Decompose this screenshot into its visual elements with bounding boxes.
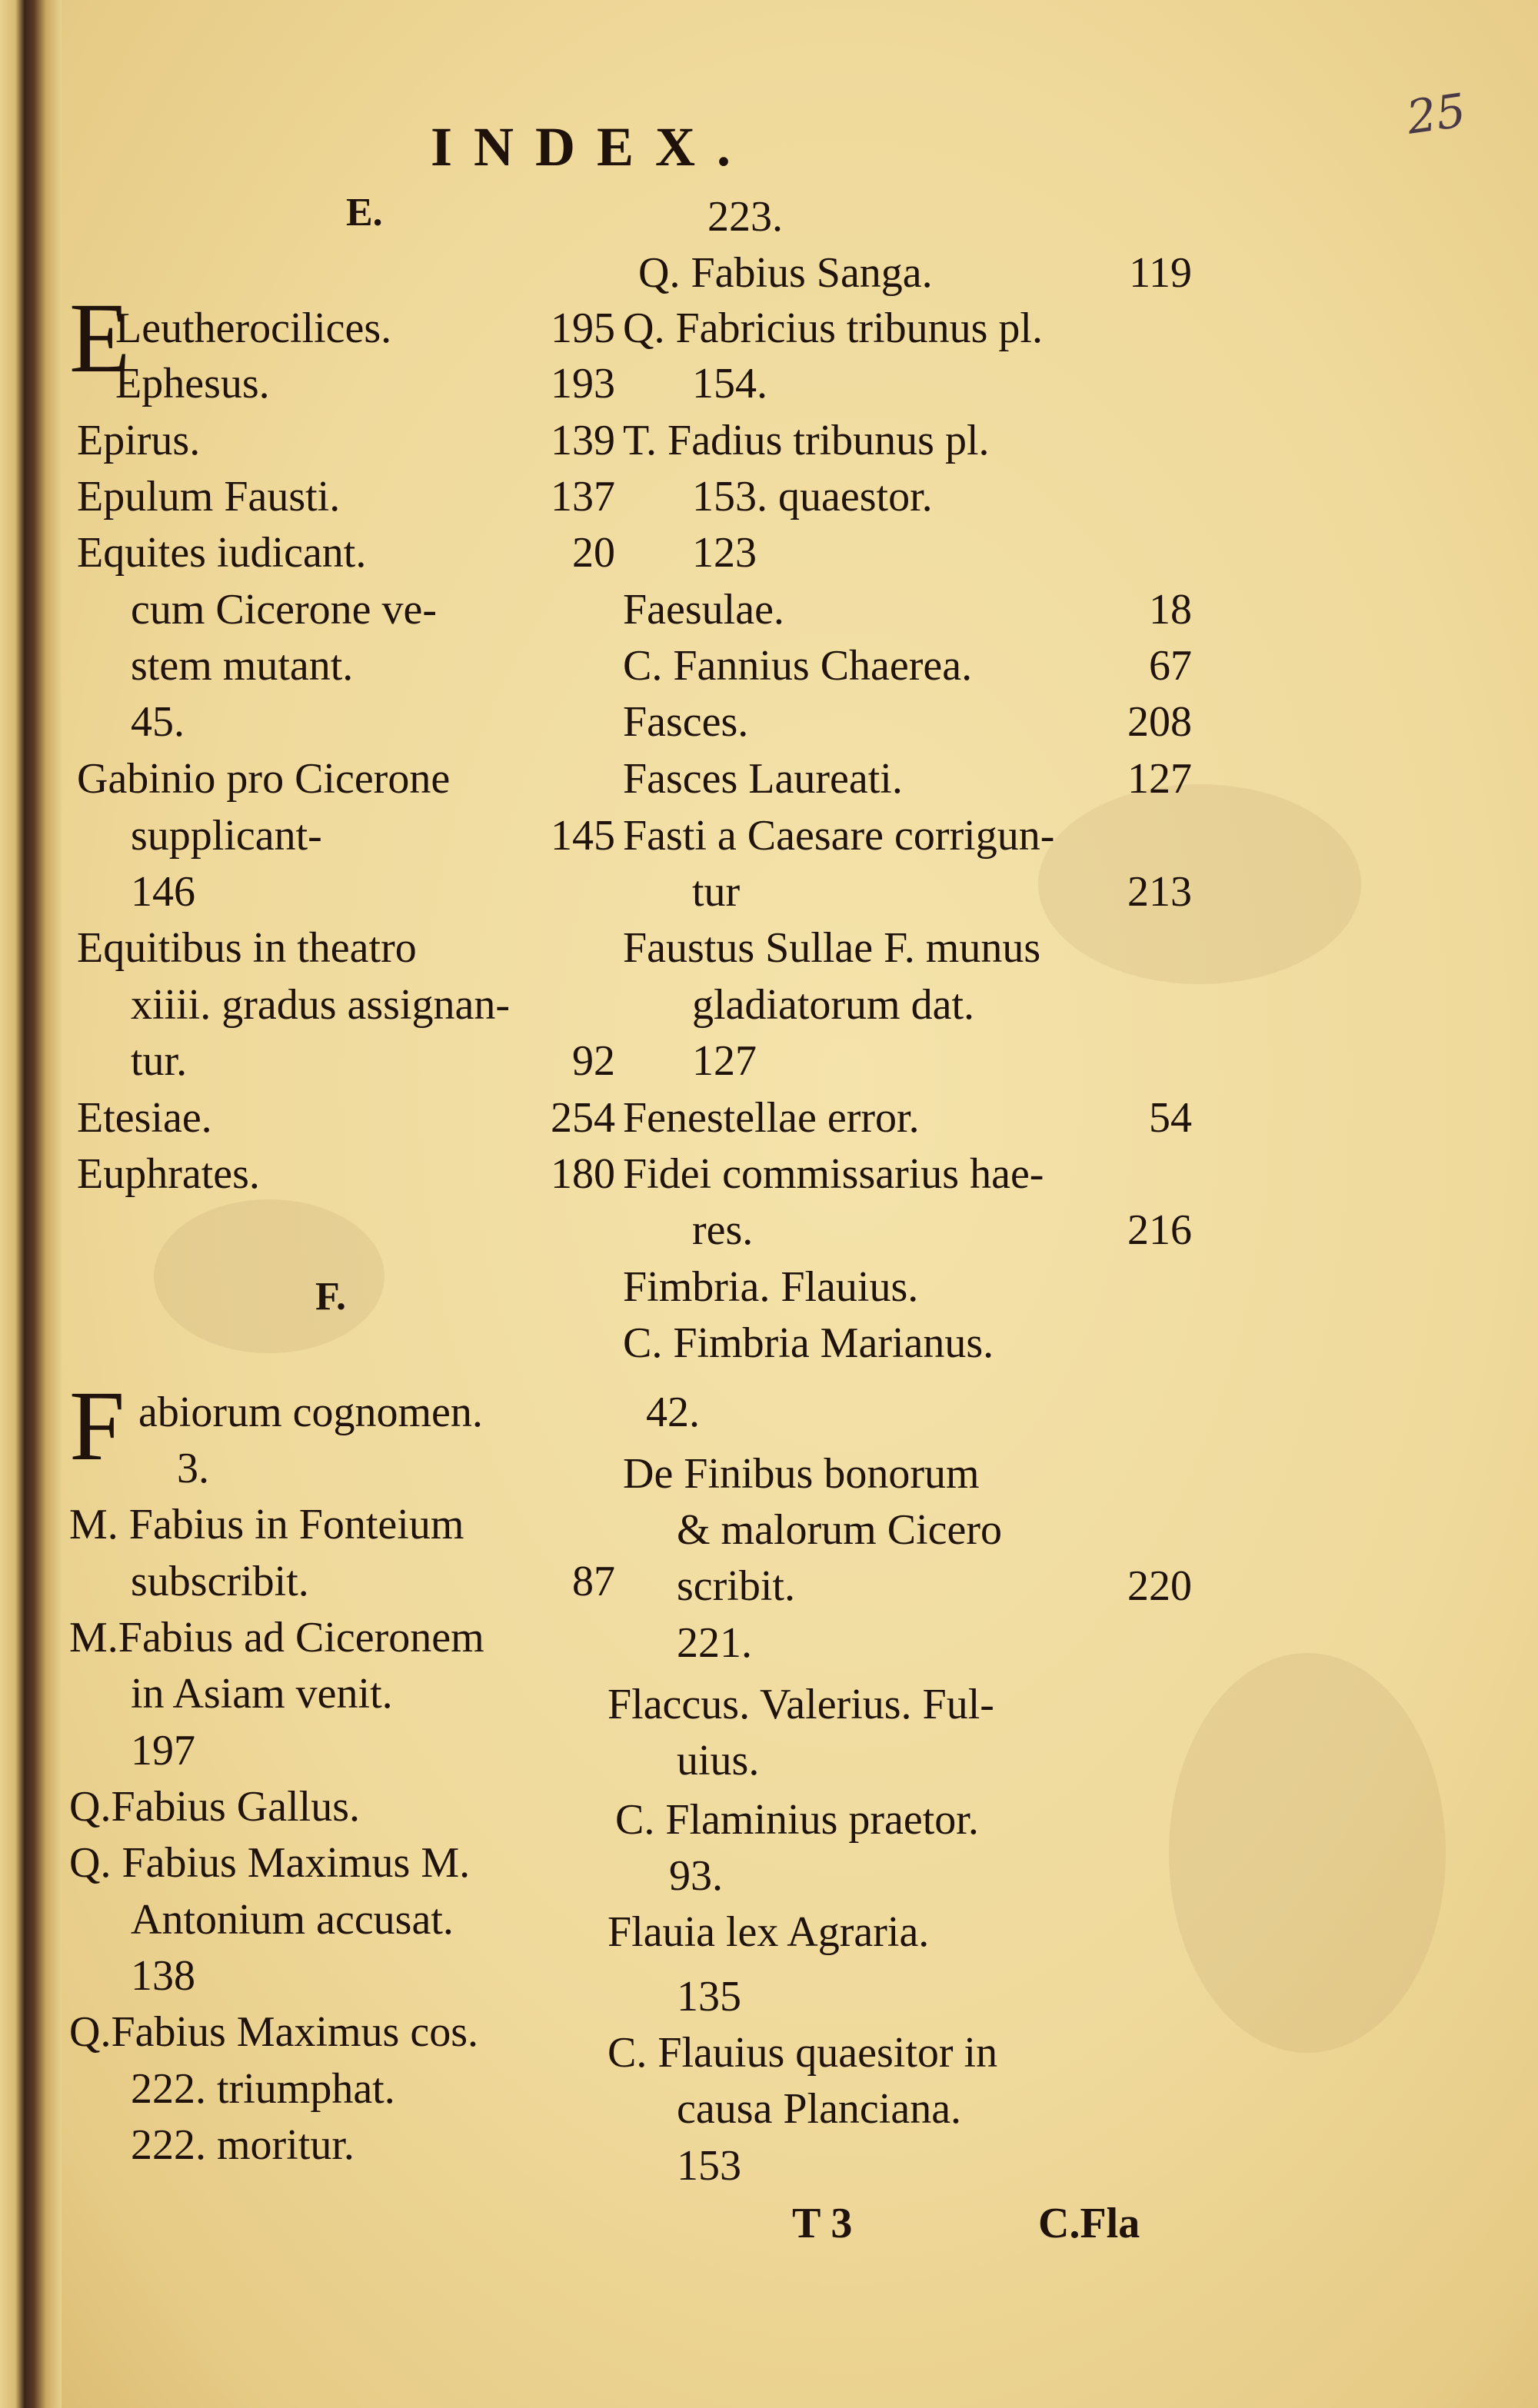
index-entry: De Finibus bonorum (623, 1450, 980, 1498)
drop-cap-f: F (69, 1371, 125, 1482)
index-entry: M.Fabius ad Ciceronem (69, 1614, 484, 1661)
index-entry: 153. quaestor. (692, 473, 933, 521)
index-entry: Leutherocilices. 195 (115, 304, 615, 352)
index-entry: Flauia lex Agraria. (608, 1908, 930, 1956)
paper-stain (154, 1199, 384, 1353)
index-entry: 123 (692, 529, 757, 577)
index-entry: 45. (131, 698, 185, 746)
index-entry: 127 (692, 1037, 757, 1085)
index-entry: Fimbria. Flauius. (623, 1263, 919, 1311)
index-entry: Fasces Laureati. 127 (623, 755, 1192, 803)
index-entry: T. Fadius tribunus pl. (623, 417, 990, 464)
index-entry: xiiii. gradus assignan- (131, 981, 511, 1029)
index-entry: 221. (677, 1619, 752, 1667)
index-entry: 153 (677, 2142, 741, 2190)
index-entry: Antonium accusat. (131, 1896, 454, 1944)
index-entry: Epirus. 139 (77, 417, 615, 464)
index-entry: C. Fimbria Marianus. (623, 1319, 994, 1367)
index-entry: Fenestellae error. 54 (623, 1094, 1192, 1142)
drop-cap-e: E (69, 283, 131, 394)
index-entry: Q.Fabius Maximus cos. (69, 2008, 478, 2056)
index-entry: Euphrates. 180 (77, 1150, 615, 1198)
index-entry: abiorum cognomen. (138, 1389, 483, 1436)
index-entry: Faustus Sullae F. munus (623, 924, 1041, 972)
index-entry: in Asiam venit. (131, 1670, 393, 1718)
index-entry: C. Flaminius praetor. (615, 1796, 979, 1844)
page-number: 25 (1403, 83, 1470, 145)
index-entry: Fidei commissarius hae- (623, 1150, 1044, 1198)
index-entry: C. Fannius Chaerea. 67 (623, 642, 1192, 690)
index-entry: 222. triumphat. (131, 2065, 395, 2113)
index-entry: Q. Fabius Maximus M. (69, 1839, 471, 1887)
index-entry: Epulum Fausti. 137 (77, 473, 615, 521)
paper-stain (1169, 1653, 1446, 2053)
index-entry: M. Fabius in Fonteium (69, 1501, 464, 1548)
index-entry: Gabinio pro Cicerone (77, 755, 451, 803)
index-entry: cum Cicerone ve- (131, 586, 438, 634)
index-entry: 222. moritur. (131, 2121, 355, 2169)
index-entry: 223. (707, 193, 783, 241)
index-entry: 146 (131, 868, 195, 916)
index-entry: Etesiae. 254 (77, 1094, 615, 1142)
index-entry: 138 (131, 1952, 195, 2000)
index-entry: C. Flauius quaesitor in (608, 2029, 998, 2077)
index-entry: Flaccus. Valerius. Ful- (608, 1681, 994, 1728)
index-entry: Fasti a Caesare corrigun- (623, 812, 1055, 860)
index-entry: supplicant- 145 (131, 812, 615, 860)
index-entry: subscribit. 87 (131, 1558, 615, 1605)
index-entry: Q.Fabius Gallus. (69, 1783, 360, 1831)
index-entry: Equitibus in theatro (77, 924, 417, 972)
signature-mark: T 3 (792, 2200, 853, 2247)
index-entry: 197 (131, 1727, 195, 1774)
index-entry: Faesulae. 18 (623, 586, 1192, 634)
index-entry: 154. (692, 360, 767, 407)
index-entry: tur 213 (692, 868, 1192, 916)
index-entry: Q. Fabius Sanga. 119 (638, 249, 1192, 297)
catchword: C.Fla (1038, 2200, 1140, 2247)
index-entry: 3. (177, 1445, 209, 1492)
index-entry: Q. Fabricius tribunus pl. (623, 304, 1043, 352)
index-entry: scribit. 220 (677, 1562, 1192, 1610)
index-entry: & malorum Cicero (677, 1506, 1003, 1554)
book-spine (0, 0, 62, 2408)
index-entry: res. 216 (692, 1206, 1192, 1254)
index-entry: Ephesus. 193 (115, 360, 615, 407)
index-entry: Fasces. 208 (623, 698, 1192, 746)
section-letter-f: F. (315, 1275, 346, 1319)
index-entry: 93. (669, 1852, 723, 1900)
index-entry: causa Planciana. (677, 2085, 962, 2133)
index-entry: gladiatorum dat. (692, 981, 975, 1029)
index-entry: tur. 92 (131, 1037, 615, 1085)
index-entry: 135 (677, 1973, 741, 2021)
index-entry: uius. (677, 1737, 760, 1784)
page-title: INDEX. (431, 116, 753, 178)
index-entry: Equites iudicant. 20 (77, 529, 615, 577)
index-entry: 42. (646, 1389, 700, 1436)
index-entry: stem mutant. (131, 642, 354, 690)
section-letter-e: E. (346, 191, 383, 234)
